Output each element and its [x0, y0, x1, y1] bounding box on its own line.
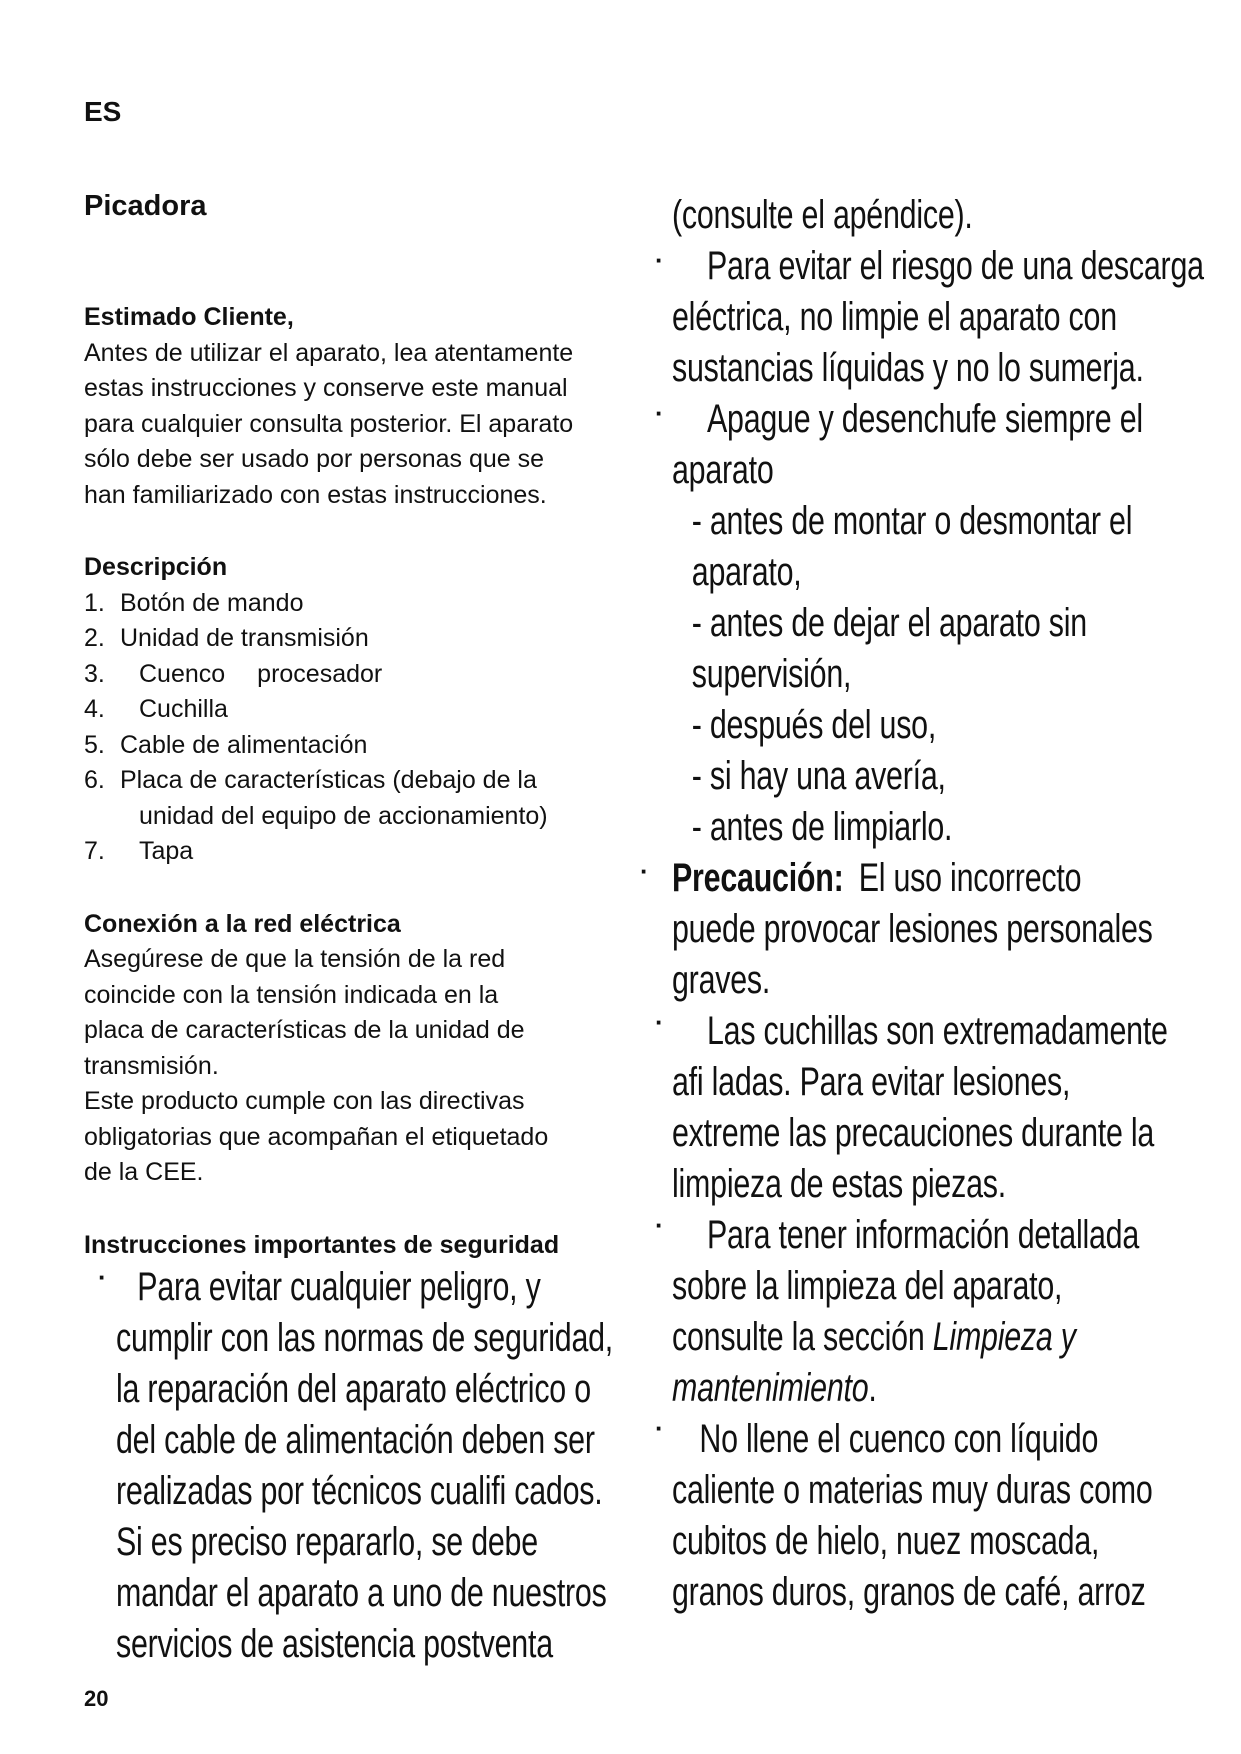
connection-line: obligatorias que acompañan el etiquetado — [84, 1122, 549, 1151]
intro-line: para cualquier consulta posterior. El aparato — [84, 409, 574, 438]
bullet-icon: · — [640, 856, 649, 886]
connection-line: Este producto cumple con las directivas — [84, 1087, 525, 1115]
list-item: 7. Tapa — [84, 837, 194, 865]
list-item: 3. Cuenco procesador — [84, 659, 383, 688]
connection-line: placa de características de la unidad de — [84, 1016, 525, 1044]
intro-line: Antes de utilizar el aparato, lea atentamente — [84, 338, 574, 367]
safety-heading: Instrucciones importantes de seguridad — [84, 1230, 560, 1259]
bullet-icon: · — [655, 1007, 664, 1037]
intro-line: sólo debe ser usado por personas que se — [84, 445, 545, 473]
intro-line: estas instrucciones y conserve este manual — [84, 374, 568, 402]
connection-line: Asegúrese de que la tensión de la red — [84, 945, 506, 973]
description-list — [84, 586, 604, 870]
list-item: 5. Cable de alimentación — [84, 730, 368, 759]
list-item: 1. Botón de mando — [84, 588, 304, 617]
bullet-icon: · — [655, 1210, 664, 1240]
right-column: (consulte el apéndice). Para evitar el riesgo de una descarga eléctrica, no limpie el aparato con sustancias líquidas y no lo sumerja. Apague y desenchufe siempre el aparato - antes de montar o desmontar el aparato, - antes de dejar el aparato sin supervisión, - después del uso, - si hay una avería, - antes de limpiarlo. Precaución: El uso incorrecto puede provocar lesiones personales graves. Las cuchillas son extremadamente afi ladas. Para evitar lesiones, extreme las precauciones durante la limpieza de estas piezas. Para tener información detallada sobre la limpieza del aparato, consulte la sección Limpieza y mantenimiento. No llene el cuenco con líquido caliente o materias muy duras como cubitos de hielo, nuez moscada, granos duros, granos de café, arroz — [672, 190, 1204, 1618]
list-item: 4. Cuchilla — [84, 695, 228, 723]
left-column — [84, 300, 604, 1263]
continuation-line: (consulte el apéndice). — [672, 193, 973, 237]
list-item: 6. Placa de características (debajo de la — [84, 766, 537, 794]
connection-line: transmisión. — [84, 1051, 219, 1080]
page-title: Picadora — [84, 190, 207, 222]
page-number: 20 — [84, 1686, 109, 1711]
description-heading: Descripción — [84, 553, 228, 581]
bullet-icon: · — [655, 398, 664, 428]
language-code: ES — [84, 96, 122, 127]
connection-line: coincide con la tensión indicada en la — [84, 980, 499, 1009]
bullet-icon: · — [655, 1413, 664, 1443]
connection-heading: Conexión a la red eléctrica — [84, 909, 401, 938]
list-item: 2. Unidad de transmisión — [84, 624, 369, 652]
bullet-icon: · — [655, 245, 664, 275]
intro-heading: Estimado Cliente, — [84, 303, 294, 331]
safety-left-bullet: Para evitar cualquier peligro, y cumplir con las normas de seguridad, la reparación del aparato eléctrico o del cable de alimentación deben ser realizadas por técnicos cualifi cados. Si es preciso repararlo, se debe mandar el aparato a uno de nuestros servicios de asistencia postventa — [116, 1265, 614, 1666]
list-item-continued: unidad del equipo de accionamiento) — [139, 801, 548, 830]
intro-line: han familiarizado con estas instrucciones. — [84, 480, 547, 509]
connection-line: de la CEE. — [84, 1158, 204, 1186]
bullet-icon: · — [98, 1262, 107, 1292]
